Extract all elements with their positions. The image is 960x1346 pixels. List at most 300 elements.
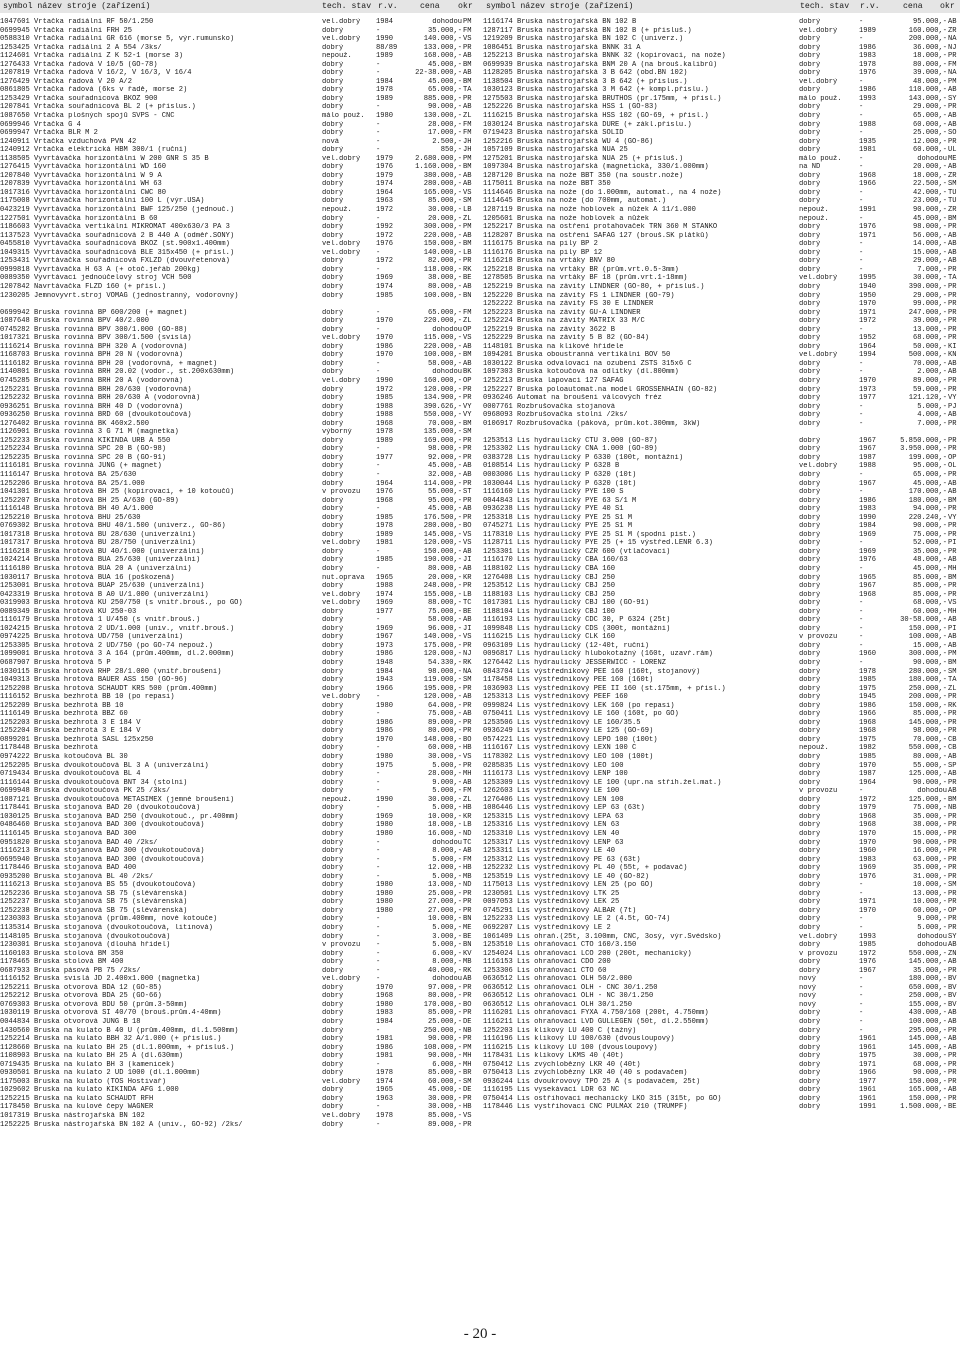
- item-condition: nut.oprava: [322, 573, 365, 582]
- item-price: dohodou: [432, 18, 462, 26]
- item-name: 0936251 Bruska rovinná BRH 40 D (vodorovná): [0, 402, 184, 411]
- item-condition: na ND: [799, 163, 821, 172]
- item-year: -: [376, 103, 381, 112]
- item-district: PR: [948, 282, 957, 291]
- item-year: 1988: [376, 582, 394, 591]
- item-district: SM: [463, 197, 472, 206]
- item-year: -: [376, 1103, 381, 1112]
- item-condition: vel.dobrý: [322, 1112, 361, 1120]
- table-row: [483, 539, 960, 548]
- item-price: 98.000,-: [912, 727, 947, 736]
- item-condition: dobrý: [799, 171, 821, 180]
- item-year: -: [859, 419, 864, 428]
- item-year: 1966: [859, 1069, 877, 1078]
- item-year: 1968: [859, 171, 877, 180]
- item-district: BM: [948, 573, 957, 582]
- table-header-bar: [0, 0, 960, 13]
- item-district: BK: [463, 368, 472, 377]
- item-condition: nová: [322, 137, 340, 146]
- item-district: AB: [948, 787, 957, 796]
- item-name: 1178446 Bruska stojanová BAD 400: [0, 864, 137, 873]
- item-year: 1983: [859, 52, 877, 61]
- item-price: 5.000,-: [917, 402, 947, 411]
- item-price: 70.000,-: [912, 359, 947, 368]
- item-name: 1041301 Bruska hrotová BH 25 (kopírovací, + 10 kotoučů): [0, 488, 235, 497]
- item-year: 1961: [859, 1035, 877, 1044]
- item-condition: dobrý: [322, 949, 344, 958]
- item-price: 65.000,-: [912, 470, 947, 479]
- item-condition: dobrý: [799, 223, 821, 232]
- item-district: PR: [463, 453, 472, 462]
- item-name: 1030125 Bruska stojanová BAD 250 (dvoukotouč., pr.400mm): [0, 812, 239, 821]
- item-condition: dobrý: [799, 479, 821, 488]
- item-district: VS: [463, 1112, 472, 1120]
- item-price: 7.000,-: [917, 265, 947, 274]
- item-district: PR: [948, 838, 957, 847]
- item-name: 1275201 Bruska nástrojařská NUA 25 (+ přísluš.): [483, 154, 684, 163]
- item-price: 75.000,-: [427, 710, 462, 719]
- item-district: ZN: [948, 949, 957, 958]
- table-row: [483, 796, 960, 805]
- item-district: PR: [948, 710, 957, 719]
- item-name: 1030115 Bruska hrotová RHP 28/1.000 (vnitř.broušení): [0, 667, 222, 676]
- table-row: [0, 514, 476, 523]
- item-name: 1252220 Bruska na závity FS 1 LINDNER (GO-79): [483, 291, 675, 300]
- item-name: 1178310 Lis hydraulický PYE 25 S1 M (spodní píst.): [483, 530, 696, 539]
- item-name: 1116174 Bruska nástrojařská BN 102 B: [483, 18, 637, 26]
- item-district: BE: [948, 1103, 957, 1112]
- item-name: 1253318 Lis hydraulický PYE 25 S1 M: [483, 513, 632, 522]
- item-price: 52.000,-: [912, 539, 947, 548]
- item-condition: dobrý: [799, 855, 821, 864]
- table-row: [0, 163, 476, 172]
- item-price: 30.000,-: [427, 1094, 462, 1103]
- table-row: [0, 787, 476, 796]
- item-price: 64.000,-: [427, 701, 462, 710]
- item-district: PJ: [948, 402, 957, 411]
- item-district: AB: [463, 103, 472, 112]
- item-name: 1116145 Bruska stojanová BAD 300: [0, 829, 137, 838]
- item-year: 1952: [859, 334, 877, 343]
- item-name: 1116193 Lis hydraulický CDC 30, P 6324 (25t): [483, 616, 671, 625]
- table-row: [483, 582, 960, 591]
- table-row: [483, 719, 960, 728]
- item-district: PR: [948, 419, 957, 428]
- item-year: 1966: [859, 180, 877, 189]
- item-district: AB: [948, 641, 957, 650]
- item-year: 1964: [376, 479, 394, 488]
- item-price: 60.000,-: [912, 120, 947, 129]
- item-name: 1160103 Bruska stolová BM 350: [0, 949, 124, 958]
- item-year: 1975: [859, 684, 877, 693]
- item-year: 1971: [859, 1060, 877, 1069]
- item-price: 12.000,-: [427, 864, 462, 873]
- item-price: 30.000,-: [427, 1103, 462, 1112]
- item-name: 0383728 Lis hydraulický P 6330 (100t, montážní): [483, 453, 684, 462]
- table-row: [0, 796, 476, 805]
- item-name: 1240912 Vrtačka elektrická HBM 300/1 (ruční): [0, 146, 188, 155]
- item-year: 1984: [859, 522, 877, 531]
- item-condition: dobrý: [322, 180, 344, 189]
- item-district: BM: [463, 419, 472, 428]
- item-condition: dobrý: [322, 633, 344, 642]
- item-condition: dobrý: [322, 402, 344, 411]
- item-name: 0319903 Bruska hrotová KU 250/750 (s vnitř.brouš., po GO): [0, 599, 243, 608]
- item-price: 30.000,-: [912, 274, 947, 283]
- item-year: 1986: [376, 342, 394, 351]
- item-name: 0843704 Lis výstředníkový PEE 160 (160t, stojanový): [483, 667, 701, 676]
- item-year: 1992: [376, 223, 394, 232]
- item-price: 220.000,-: [423, 317, 462, 326]
- item-name: 1017321 Bruska rovinná BPV 300/1.500 (svislá): [0, 334, 192, 343]
- item-district: PR: [463, 582, 472, 591]
- item-condition: dobrý: [322, 1017, 344, 1026]
- item-price: 60.000,-: [912, 906, 947, 915]
- item-name: 1253311 Lis výstředníkový LE 40: [483, 847, 615, 856]
- table-row: [0, 616, 476, 625]
- table-row: [0, 847, 476, 856]
- item-name: 1175003 Bruska na kulato (TOS Hostivař): [0, 1077, 167, 1086]
- table-row: [0, 625, 476, 634]
- item-price: 55.000,-: [427, 488, 462, 497]
- table-row: [483, 274, 960, 283]
- item-year: 1965: [376, 1086, 394, 1095]
- table-row: [0, 813, 476, 822]
- item-price: 170.000,-: [423, 1000, 462, 1009]
- table-row: [0, 992, 476, 1001]
- item-condition: dobrý: [322, 26, 344, 35]
- item-year: -: [376, 445, 381, 454]
- item-district: PR: [948, 547, 957, 556]
- header-price-left: cena: [420, 2, 440, 11]
- item-price: 90.000,-: [912, 1069, 947, 1078]
- item-condition: v provozu: [322, 941, 361, 950]
- item-year: -: [859, 188, 864, 197]
- item-district: LB: [463, 821, 472, 830]
- item-district: NA: [463, 667, 472, 676]
- item-year: 1991: [859, 1103, 877, 1112]
- item-year: -: [376, 838, 381, 847]
- item-district: PI: [948, 539, 957, 548]
- item-year: 1969: [859, 530, 877, 539]
- item-district: PR: [948, 829, 957, 838]
- item-year: 1980: [376, 112, 394, 121]
- item-condition: dobrý: [322, 163, 344, 172]
- item-condition: dobrý: [322, 231, 344, 240]
- item-price: 98.000,-: [912, 223, 947, 232]
- item-district: AB: [463, 52, 472, 61]
- item-price: 95.000,-: [427, 496, 462, 505]
- item-name: 1262603 Lis výstředníkový LE 100: [483, 787, 620, 796]
- item-district: KN: [948, 351, 957, 360]
- item-year: 1948: [376, 659, 394, 668]
- item-price: 80.000,-: [427, 282, 462, 291]
- item-condition: dobrý: [799, 69, 821, 78]
- item-condition: dobrý: [322, 394, 344, 403]
- item-condition: dobrý: [322, 120, 344, 129]
- item-name: 1114646 Bruska na nože (do 1.000mm, automat., na 4 nože): [483, 188, 722, 197]
- item-price: 135.000,-: [423, 428, 462, 437]
- item-condition: dobrý: [322, 735, 344, 744]
- item-year: 1968: [859, 821, 877, 830]
- item-year: -: [376, 1120, 381, 1129]
- item-condition: dobrý: [322, 966, 344, 975]
- item-year: -: [376, 368, 381, 377]
- item-year: -: [376, 308, 381, 317]
- item-name: 1178450 Bruska na kulové čepy WAGNER: [0, 1103, 154, 1112]
- item-condition: dobrý: [322, 804, 344, 813]
- item-condition: dobrý: [322, 1086, 344, 1095]
- item-year: -: [859, 1009, 864, 1018]
- item-name: 1253312 Lis výstředníkový PE 63 (63t): [483, 855, 641, 864]
- table-row: [0, 574, 476, 583]
- item-name: 1253425 Vrtačka radiální 2 A 554 /3ks/: [0, 43, 162, 52]
- item-name: 1178458 Lis výstředníkový PEE 160 (160t): [483, 676, 654, 685]
- table-row: [0, 522, 476, 531]
- item-price: 80.000,-: [427, 992, 462, 1001]
- item-name: 1116215 Lis hydraulický CLK 160: [483, 633, 615, 642]
- table-row: [483, 642, 960, 651]
- item-name: 1116201 Lis ohraňovací FYXA 4.750/160 (200t, 4.750mm): [483, 1009, 709, 1018]
- item-name: 1253306 Lis ohraňovací CTO 60: [483, 966, 607, 975]
- item-year: -: [376, 872, 381, 881]
- item-district: PR: [948, 872, 957, 881]
- item-condition: dobrý: [322, 103, 344, 112]
- item-year: -: [376, 804, 381, 813]
- item-price: 125.000,-: [908, 770, 947, 779]
- item-district: SP: [948, 761, 957, 770]
- item-condition: dobrý: [799, 898, 821, 907]
- item-condition: dobrý: [322, 864, 344, 873]
- item-district: SM: [948, 180, 957, 189]
- item-district: PR: [463, 983, 472, 992]
- item-name: 1126901 Bruska rovinná 3 G 71 M (magnetka): [0, 428, 179, 437]
- item-year: -: [859, 659, 864, 668]
- item-condition: dobrý: [799, 52, 821, 61]
- item-price: 150.000,-: [423, 240, 462, 249]
- item-district: DE: [463, 1017, 472, 1026]
- item-district: RK: [463, 966, 472, 975]
- item-price: 45.000,-: [912, 214, 947, 223]
- item-year: 1991: [859, 206, 877, 215]
- item-district: VS: [463, 539, 472, 548]
- item-condition: dobrý: [799, 710, 821, 719]
- item-name: 0692207 Lis výstředníkový LE 2: [483, 923, 611, 932]
- item-condition: dobrý: [322, 958, 344, 967]
- item-price: 13.000,-: [427, 881, 462, 890]
- item-year: 1989: [376, 436, 394, 445]
- item-price: 50.000,-: [912, 342, 947, 351]
- item-district: AB: [948, 231, 957, 240]
- item-price: 39.000,-: [912, 69, 947, 78]
- table-row: [0, 403, 476, 412]
- item-price: 220.000,-: [423, 342, 462, 351]
- item-year: 1965: [376, 573, 394, 582]
- item-price: 80.000,-: [912, 60, 947, 69]
- item-district: PR: [948, 582, 957, 591]
- table-row: [0, 1103, 476, 1112]
- item-price: 120.000,-: [423, 693, 462, 702]
- table-row: [483, 847, 960, 856]
- item-price: 247.000,-: [908, 308, 947, 317]
- item-name: 1253506 Lis výstředníkový LE 160/35.5: [483, 718, 641, 727]
- item-district: PM: [463, 154, 472, 163]
- item-year: 1967: [859, 445, 877, 454]
- item-condition: dobrý: [799, 650, 821, 659]
- table-row: [483, 941, 960, 950]
- item-name: 0636512 Lis ohraňovací OLH - NC 30/1.250: [483, 992, 654, 1001]
- item-district: AB: [463, 505, 472, 514]
- item-name: 1240911 Vrtačka vzduchová PVN 42: [0, 137, 137, 146]
- table-row: [0, 394, 476, 403]
- item-price: 85.000,-: [912, 590, 947, 599]
- table-row: [0, 146, 476, 155]
- item-district: JI: [463, 556, 472, 565]
- item-name: 1057109 Bruska nástrojařská NUA 25: [483, 146, 628, 155]
- item-name: 1178465 Bruska stolová BM 400: [0, 958, 124, 967]
- item-district: RK: [463, 659, 472, 668]
- item-district: BM: [463, 351, 472, 360]
- table-row: [0, 591, 476, 600]
- item-condition: dobrý: [322, 547, 344, 556]
- header-okr-right: okr: [940, 2, 955, 11]
- table-row: [0, 1112, 476, 1121]
- item-district: PR: [948, 727, 957, 736]
- item-price: 5.000,-: [432, 941, 462, 950]
- item-district: VS: [463, 753, 472, 762]
- table-row: [483, 44, 960, 53]
- item-year: 1979: [376, 171, 394, 180]
- table-row: [0, 121, 476, 130]
- item-district: PR: [463, 718, 472, 727]
- item-price: 150.000,-: [908, 624, 947, 633]
- item-condition: dobrý: [799, 180, 821, 189]
- item-name: 1128660 Bruska na kulato BH 25 (dl.1.000mm, + přísluš.): [0, 1043, 235, 1052]
- table-row: [0, 1009, 476, 1018]
- item-name: 1099848 Lis hydraulický CDS (300t, montážní): [483, 624, 671, 633]
- item-price: 148.000,-: [423, 735, 462, 744]
- item-price: 38.000,-: [912, 821, 947, 830]
- item-name: 0695940 Bruska stojanová BAD 300 (dvoukotoučová): [0, 855, 205, 864]
- item-district: PR: [463, 513, 472, 522]
- item-name: 0097053 Lis výstředníkový LEK 25: [483, 898, 620, 907]
- table-row: [0, 1078, 476, 1087]
- item-name: 1253301 Lis hydraulický CZR 600 (vtlačovací): [483, 547, 671, 556]
- table-row: [0, 1086, 476, 1095]
- table-row: [483, 334, 960, 343]
- item-name: 0745291 Lis výstředníkový ALBAR (7t): [483, 906, 637, 915]
- item-year: 1972: [376, 385, 394, 394]
- item-condition: málo použ.: [799, 94, 842, 103]
- item-name: 0486460 Bruska stojanová BAD 300 (dvoukotoučová): [0, 821, 205, 830]
- item-year: 1972: [376, 231, 394, 240]
- item-condition: dobrý: [322, 744, 344, 753]
- table-row: [0, 223, 476, 232]
- item-name: 0936238 Lis hydraulický PYE 40 S1: [483, 505, 624, 514]
- item-district: PR: [463, 257, 472, 266]
- item-price: 5.000,-: [432, 872, 462, 881]
- table-row: [0, 445, 476, 454]
- item-district: PR: [948, 915, 957, 924]
- item-year: -: [859, 248, 864, 257]
- table-row: [483, 591, 960, 600]
- item-name: 0745271 Lis hydraulický PYE 25 S1 M: [483, 522, 632, 531]
- item-name: 1116215 Lis klikový LU 100 (dvousloupový): [483, 1043, 658, 1052]
- table-row: [0, 377, 476, 386]
- item-name: 1275503 Bruska nástrojařská BRUTHOS (pr.175mm, + přísl.): [483, 94, 722, 103]
- item-condition: dobrý: [799, 342, 821, 351]
- item-name: 1087650 Vrtačka plošných spojů SVPS - CNC: [0, 112, 175, 121]
- item-condition: dobrý: [799, 727, 821, 736]
- section-spacer: [483, 428, 960, 437]
- item-district: LB: [463, 590, 472, 599]
- item-district: KV: [463, 949, 472, 958]
- item-condition: dobrý: [799, 334, 821, 343]
- item-year: 1967: [859, 582, 877, 591]
- table-row: [0, 933, 476, 942]
- item-condition: dobrý: [799, 359, 821, 368]
- item-district: BM: [463, 240, 472, 249]
- table-row: [0, 770, 476, 779]
- item-condition: vel.dobrý: [322, 240, 361, 249]
- item-district: ZR: [948, 171, 957, 180]
- item-year: 1976: [859, 69, 877, 78]
- table-row: [483, 386, 960, 395]
- table-row: [0, 103, 476, 112]
- item-name: 1188104 Lis hydraulický CBJ 100: [483, 607, 615, 616]
- item-district: PR: [948, 325, 957, 334]
- item-year: 1964: [859, 342, 877, 351]
- item-district: FM: [463, 120, 472, 129]
- item-year: 1967: [859, 436, 877, 445]
- item-district: BV: [948, 983, 957, 992]
- header-rv-right: r.v.: [860, 2, 880, 11]
- table-row: [0, 343, 476, 352]
- table-row: [0, 462, 476, 471]
- table-row: [0, 941, 476, 950]
- item-price: 108.000,-: [423, 1043, 462, 1052]
- item-year: -: [376, 214, 381, 223]
- item-name: 1116148 Bruska hrotová BH 40 A/1.000: [0, 505, 154, 514]
- item-price: 500.000,-: [908, 351, 947, 360]
- item-district: TU: [948, 188, 957, 197]
- item-year: 1975: [859, 1052, 877, 1061]
- item-price: 89.000,-: [427, 718, 462, 727]
- table-row: [483, 787, 960, 796]
- item-name: 1276402 Bruska rovinná BK 460x2.500: [0, 419, 149, 428]
- item-year: 1968: [376, 419, 394, 428]
- item-condition: dobrý: [322, 847, 344, 856]
- item-district: TC: [463, 838, 472, 847]
- item-condition: dobrý: [322, 676, 344, 685]
- item-price: 58.000,-: [427, 359, 462, 368]
- item-district: AB: [948, 958, 957, 967]
- item-district: PR: [463, 1120, 472, 1129]
- table-row: [483, 240, 960, 249]
- item-district: CB: [948, 735, 957, 744]
- table-row: [0, 693, 476, 702]
- item-price: 31.000,-: [912, 872, 947, 881]
- item-price: 140.000,-: [423, 633, 462, 642]
- item-name: 1207839 Vyvrtávačka horizontální WH 63: [0, 180, 162, 189]
- item-year: 1960: [859, 847, 877, 856]
- item-district: BN: [463, 941, 472, 950]
- item-district: UL: [948, 146, 957, 155]
- item-price: 280.000,-: [423, 522, 462, 531]
- item-district: AB: [948, 257, 957, 266]
- item-district: AB: [948, 86, 957, 95]
- item-price: 16.000,-: [427, 829, 462, 838]
